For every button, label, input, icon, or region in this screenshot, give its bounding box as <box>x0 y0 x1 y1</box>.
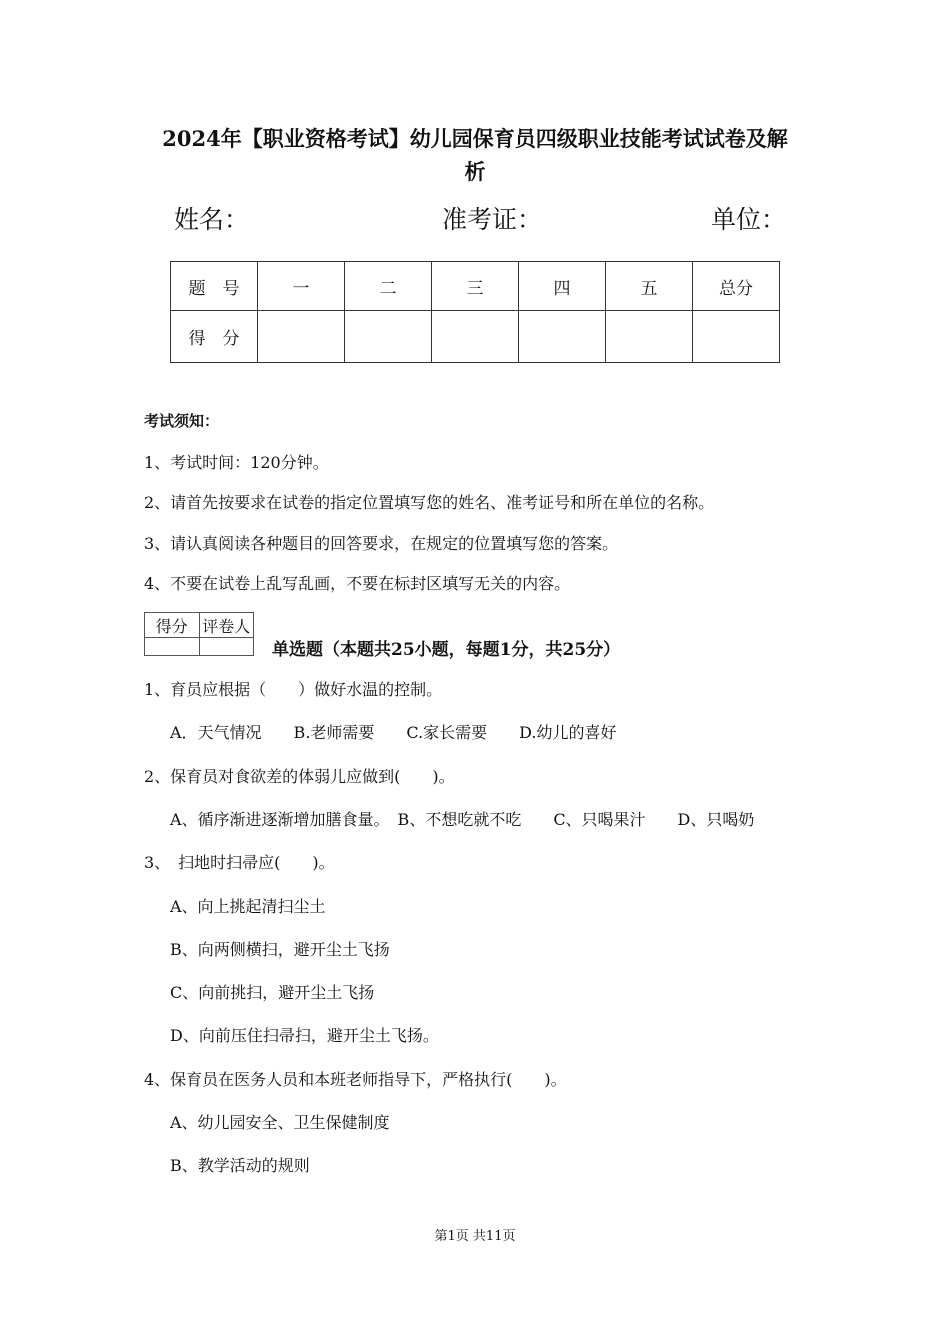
score-table-header-label: 题 号 <box>171 262 258 311</box>
question-3-option-d: D、向前压住扫帚扫，避开尘土飞扬。 <box>170 1026 439 1045</box>
score-table <box>170 261 780 363</box>
notice-title: 考试须知： <box>144 412 220 430</box>
score-table-col-1: 一 <box>258 262 345 311</box>
question-3-option-b: B、向两侧横扫，避开尘土飞扬 <box>170 940 390 959</box>
exam-title-line1: 2024年【职业资格考试】幼儿园保育员四级职业技能考试试卷及解 <box>162 126 788 151</box>
grader-name-label: 评卷人 <box>199 613 254 638</box>
grader-score-label: 得分 <box>145 613 200 638</box>
question-3-stem: 3、 扫地时扫帚应( )。 <box>144 853 335 872</box>
score-table-header-row <box>171 262 780 311</box>
question-4-option-b: B、教学活动的规则 <box>170 1156 310 1175</box>
score-table-col-5: 五 <box>606 262 693 311</box>
score-cell-3[interactable] <box>432 311 519 363</box>
score-table-col-total: 总分 <box>693 262 780 311</box>
page-footer: 第1页 共11页 <box>434 1229 516 1244</box>
notice-item-3: 3、请认真阅读各种题目的回答要求，在规定的位置填写您的答案。 <box>144 534 619 553</box>
score-table-col-3: 三 <box>432 262 519 311</box>
exam-id-label: 准考证： <box>442 205 543 234</box>
score-cell-2[interactable] <box>345 311 432 363</box>
exam-title <box>120 122 830 188</box>
score-cell-4[interactable] <box>519 311 606 363</box>
question-1-options: A．天气情况 B.老师需要 C.家长需要 D.幼儿的喜好 <box>170 723 617 742</box>
question-2-options: A、循序渐进逐渐增加膳食量。 B、不想吃就不吃 C、只喝果汁 D、只喝奶 <box>170 810 755 829</box>
name-label: 姓名： <box>174 205 250 234</box>
score-table-score-label: 得 分 <box>171 311 258 363</box>
exam-title-line2: 析 <box>464 159 486 184</box>
notice-item-4: 4、不要在试卷上乱写乱画，不要在标封区填写无关的内容。 <box>144 574 571 593</box>
question-3-option-c: C、向前挑扫，避开尘土飞扬 <box>170 983 375 1002</box>
question-2-stem: 2、保育员对食欲差的体弱儿应做到( )。 <box>144 767 455 786</box>
grader-name-cell[interactable] <box>199 638 254 656</box>
score-table-score-row <box>171 311 780 363</box>
score-cell-5[interactable] <box>606 311 693 363</box>
grader-box <box>144 612 254 656</box>
question-3-option-a: A、向上挑起清扫尘土 <box>170 897 326 916</box>
score-cell-1[interactable] <box>258 311 345 363</box>
question-4-stem: 4、保育员在医务人员和本班老师指导下，严格执行( )。 <box>144 1070 567 1089</box>
notice-item-2: 2、请首先按要求在试卷的指定位置填写您的姓名、准考证号和所在单位的名称。 <box>144 493 715 512</box>
question-1-stem: 1、育员应根据（ ）做好水温的控制。 <box>144 680 443 699</box>
section-title: 单选题（本题共25小题，每题1分，共25分） <box>272 640 621 660</box>
score-table-col-2: 二 <box>345 262 432 311</box>
question-4-option-a: A、幼儿园安全、卫生保健制度 <box>170 1113 390 1132</box>
unit-label: 单位： <box>711 205 787 234</box>
grader-score-cell[interactable] <box>145 638 200 656</box>
score-cell-total[interactable] <box>693 311 780 363</box>
notice-item-1: 1、考试时间：120分钟。 <box>144 453 329 472</box>
score-table-col-4: 四 <box>519 262 606 311</box>
